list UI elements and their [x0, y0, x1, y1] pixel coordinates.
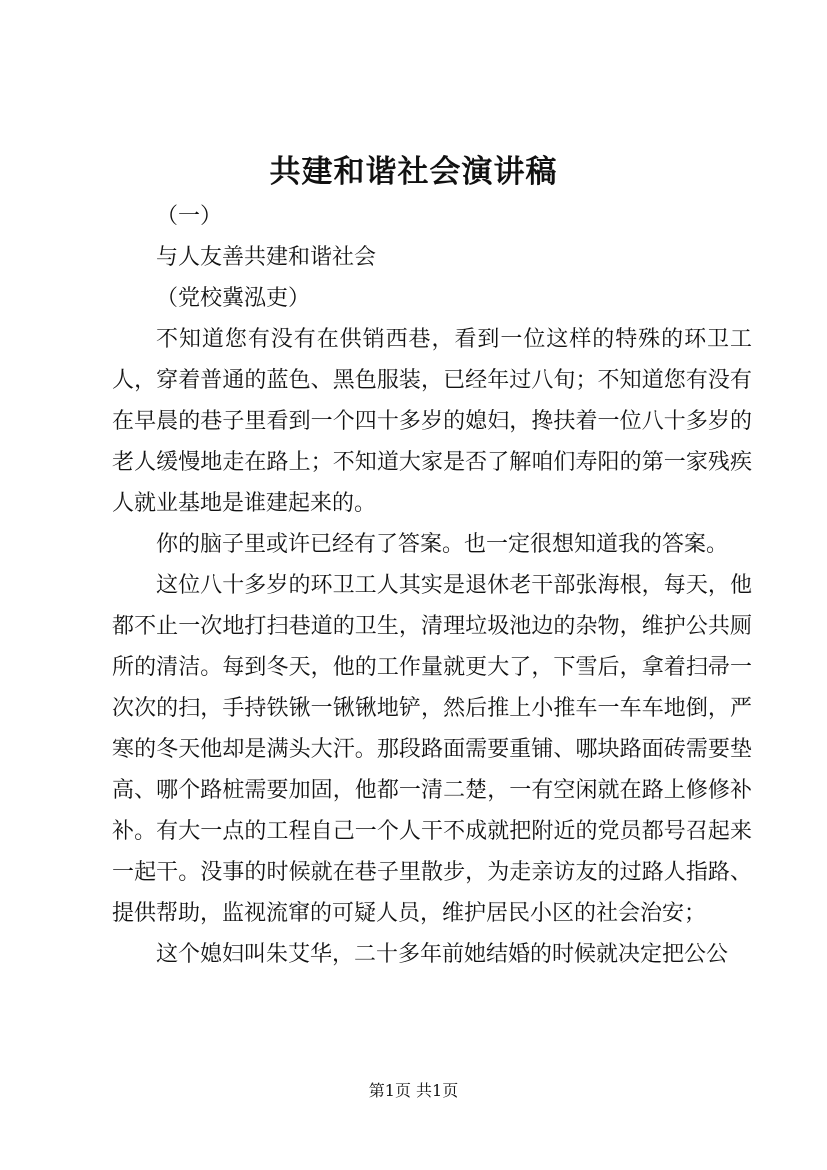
- body-paragraph: 你的脑子里或许已经有了答案。也一定很想知道我的答案。: [156, 532, 729, 557]
- author-line: （党校冀泓吏）: [156, 286, 311, 311]
- body-paragraph: 这位八十多岁的环卫工人其实是退休老干部张海根，每天，他都不止一次地打扫巷道的卫生，清理垃圾池边的杂物，维护公共厕所的清洁。每到冬天，他的工作量就更大了，下雪后，拿着扫帚一次次的扫，手持铁锹一锹锹地铲，然后推上小推车一车车地倒，严寒的冬天他却是满头大汗。那段路面需要重铺、哪块路面砖需要垫高、哪个路桩需要加固，他都一清二楚，一有空闲就在路上修修补补。有大一点的工程自己一个人干不成就把附近的党员都号召起来一起干。没事的时候就在巷子里散步，为走亲访友的过路人指路、提供帮助，监视流窜的可疑人员，维护居民小区的社会治安；: [112, 573, 752, 926]
- body-paragraph: 这个媳妇叫朱艾华，二十多年前她结婚的时候就决定把公公: [156, 942, 729, 967]
- page-footer: 第1页 共1页: [368, 1081, 459, 1100]
- section-number: （一）: [156, 204, 223, 229]
- document-title: 共建和谐社会演讲稿: [269, 154, 558, 190]
- document-body: [112, 196, 752, 975]
- speech-subtitle: 与人友善共建和谐社会: [156, 245, 377, 270]
- body-paragraph: 不知道您有没有在供销西巷，看到一位这样的特殊的环卫工人，穿着普通的蓝色、黑色服装，已经年过八旬；不知道您有没有在早晨的巷子里看到一个四十多岁的媳妇，搀扶着一位八十多岁的老人缓慢地走在路上；不知道大家是否了解咱们寿阳的第一家残疾人就业基地是谁建起来的。: [112, 327, 752, 516]
